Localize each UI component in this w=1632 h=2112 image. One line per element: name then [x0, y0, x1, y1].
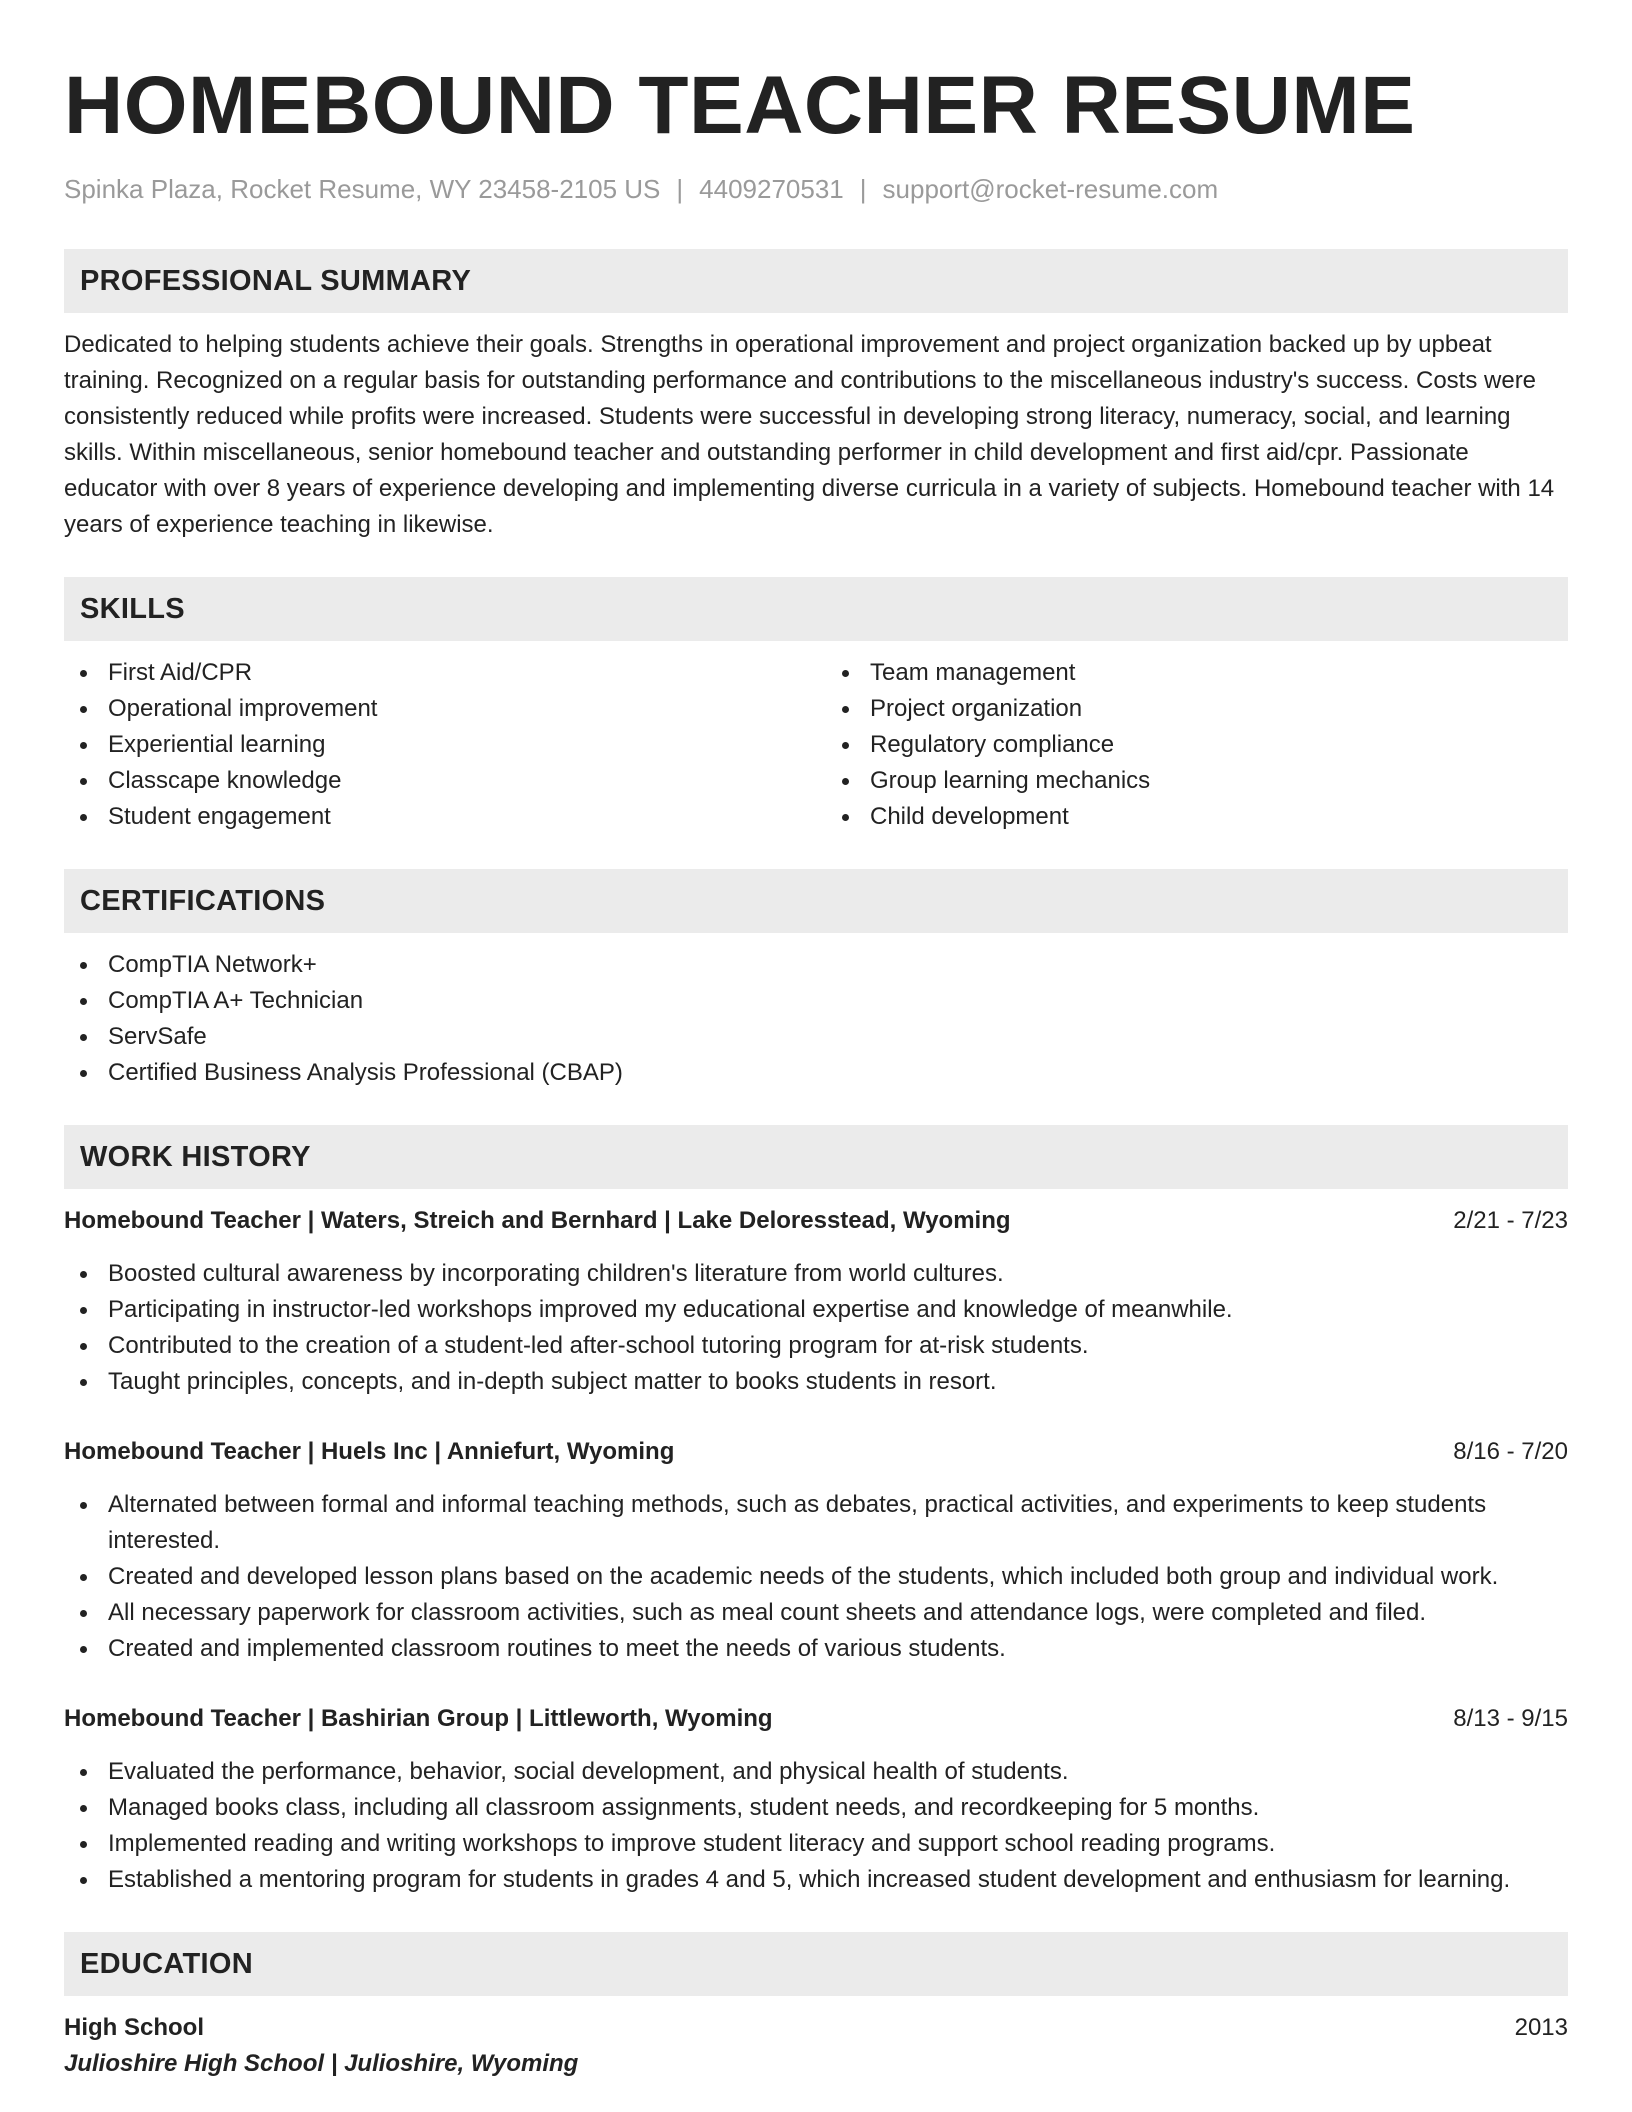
job-entry: [64, 1701, 1568, 1898]
certification-item: CompTIA Network+: [64, 947, 1568, 983]
skill-item: Regulatory compliance: [826, 727, 1568, 763]
education-header: [64, 2010, 1568, 2046]
job-bullet: Boosted cultural awareness by incorporating children's literature from world cultures.: [64, 1256, 1568, 1292]
job-bullet: Evaluated the performance, behavior, social development, and physical health of students.: [64, 1754, 1568, 1790]
job-bullets: [64, 1256, 1568, 1400]
skills-column-right: [826, 655, 1568, 835]
contact-phone: 4409270531: [699, 174, 844, 204]
contact-separator: |: [859, 174, 867, 204]
certification-item: CompTIA A+ Technician: [64, 983, 1568, 1019]
job-dates: 8/13 - 9/15: [1453, 1705, 1568, 1732]
certification-item: Certified Business Analysis Professional (CBAP): [64, 1055, 1568, 1091]
skills-list: [64, 655, 1568, 835]
job-bullet: Created and implemented classroom routines to meet the needs of various students.: [64, 1631, 1568, 1667]
job-bullet: Contributed to the creation of a student-led after-school tutoring program for at-risk students.: [64, 1328, 1568, 1364]
skill-item: Team management: [826, 655, 1568, 691]
job-bullet: Created and developed lesson plans based on the academic needs of the students, which included both group and individual work.: [64, 1559, 1568, 1595]
job-bullet: All necessary paperwork for classroom activities, such as meal count sheets and attendance logs, were completed and filed.: [64, 1595, 1568, 1631]
job-entry: [64, 1203, 1568, 1400]
skills-column-left: [64, 655, 806, 835]
section-header-skills: SKILLS: [64, 577, 1568, 641]
job-header: [64, 1203, 1568, 1239]
job-entry: [64, 1434, 1568, 1667]
summary-text: Dedicated to helping students achieve their goals. Strengths in operational improvement and project organization backed up by upbeat training. Recognized on a regular basis for outstanding performance and contributions to the miscellaneous industry's success. Costs were consistently reduced while profits were increased. Students were successful in developing strong literacy, numeracy, social, and learning skills. Within miscellaneous, senior homebound teacher and outstanding performer in child development and first aid/cpr. Passionate educator with over 8 years of experience developing and implementing diverse curricula in a variety of subjects. Homebound teacher with 14 years of experience teaching in likewise.: [64, 331, 1555, 538]
job-dates: 2/21 - 7/23: [1453, 1207, 1568, 1234]
education-entry: [64, 2010, 1568, 2082]
skill-item: Group learning mechanics: [826, 763, 1568, 799]
education-degree: High School: [64, 2014, 204, 2041]
skill-item: First Aid/CPR: [64, 655, 806, 691]
education-school: Julioshire High School | Julioshire, Wyoming: [64, 2050, 579, 2077]
contact-line: [64, 172, 1568, 206]
job-bullets: [64, 1487, 1568, 1667]
job-title: Homebound Teacher | Waters, Streich and Bernhard | Lake Deloresstead, Wyoming: [64, 1207, 1011, 1234]
skill-item: Student engagement: [64, 799, 806, 835]
job-header: [64, 1701, 1568, 1737]
job-header: [64, 1434, 1568, 1470]
contact-separator: |: [676, 174, 684, 204]
certification-item: ServSafe: [64, 1019, 1568, 1055]
job-bullet: Established a mentoring program for students in grades 4 and 5, which increased student development and enthusiasm for learning.: [64, 1862, 1568, 1898]
job-bullet: Participating in instructor-led workshops improved my educational expertise and knowledge of meanwhile.: [64, 1292, 1568, 1328]
job-bullets: [64, 1754, 1568, 1898]
job-bullet: Managed books class, including all classroom assignments, student needs, and recordkeeping for 5 months.: [64, 1790, 1568, 1826]
job-title: Homebound Teacher | Bashirian Group | Littleworth, Wyoming: [64, 1705, 773, 1732]
job-title: Homebound Teacher | Huels Inc | Anniefurt, Wyoming: [64, 1438, 675, 1465]
job-bullet: Taught principles, concepts, and in-depth subject matter to books students in resort.: [64, 1364, 1568, 1400]
skill-item: Operational improvement: [64, 691, 806, 727]
section-header-summary: PROFESSIONAL SUMMARY: [64, 249, 1568, 313]
skill-item: Experiential learning: [64, 727, 806, 763]
job-bullet: Alternated between formal and informal teaching methods, such as debates, practical activities, and experiments to keep students interested.: [64, 1487, 1568, 1559]
skill-item: Child development: [826, 799, 1568, 835]
resume-title: HOMEBOUND TEACHER RESUME: [64, 60, 1416, 151]
resume-page: [64, 60, 1568, 2082]
job-dates: 8/16 - 7/20: [1453, 1438, 1568, 1465]
section-header-certifications: CERTIFICATIONS: [64, 869, 1568, 933]
certifications-list: [64, 947, 1568, 1091]
education-year: 2013: [1514, 2014, 1568, 2041]
skill-item: Classcape knowledge: [64, 763, 806, 799]
section-header-work-history: WORK HISTORY: [64, 1125, 1568, 1189]
section-header-education: EDUCATION: [64, 1932, 1568, 1996]
skill-item: Project organization: [826, 691, 1568, 727]
contact-email: support@rocket-resume.com: [882, 174, 1219, 204]
job-bullet: Implemented reading and writing workshops to improve student literacy and support school reading programs.: [64, 1826, 1568, 1862]
contact-address: Spinka Plaza, Rocket Resume, WY 23458-2105 US: [64, 174, 661, 204]
